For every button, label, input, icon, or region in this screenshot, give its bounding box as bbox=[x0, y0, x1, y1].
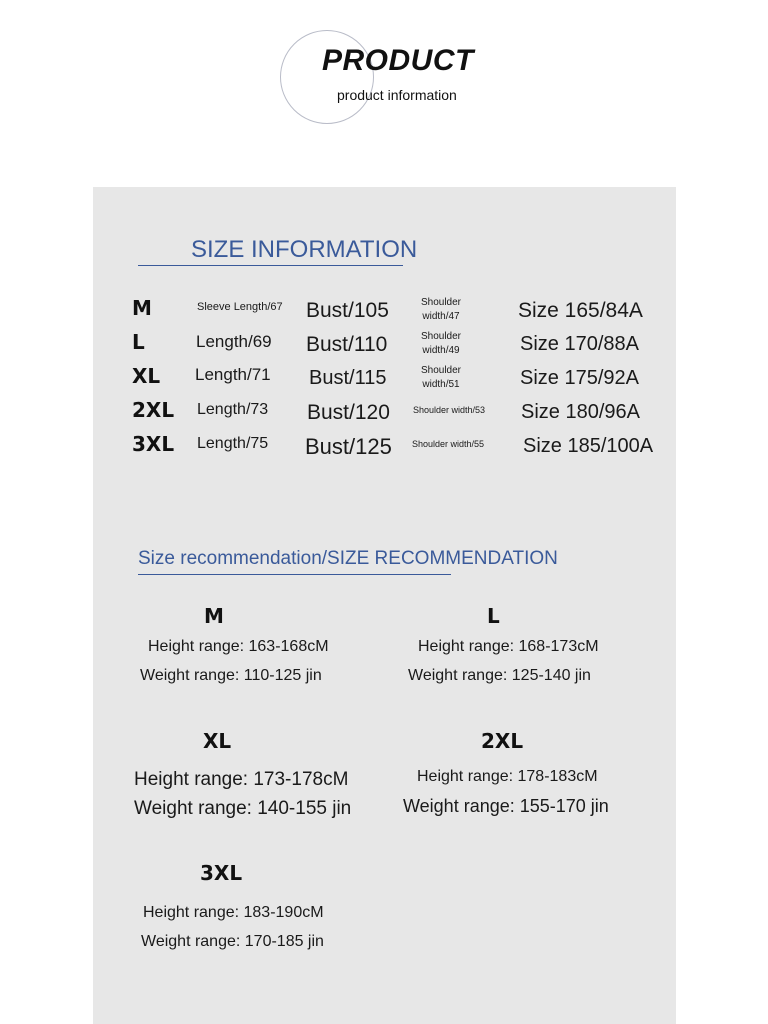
bust-l: Bust/110 bbox=[306, 333, 388, 356]
rec-size-3xl: 3XL bbox=[200, 861, 243, 885]
rec-weight-l: Weight range: 125-140 jin bbox=[408, 667, 591, 684]
rec-weight-m: Weight range: 110-125 jin bbox=[140, 667, 322, 684]
rec-size-m: M bbox=[204, 604, 224, 628]
size-recommendation-underline bbox=[138, 574, 451, 575]
rec-height-xl: Height range: 173-178cM bbox=[134, 769, 349, 790]
length-xl: Length/71 bbox=[195, 365, 271, 384]
rec-weight-3xl: Weight range: 170-185 jin bbox=[141, 933, 324, 950]
shoulder-l bbox=[416, 330, 466, 358]
size-recommendation-title: Size recommendation/SIZE RECOMMENDATION bbox=[138, 548, 558, 569]
length-2xl: Length/73 bbox=[197, 401, 269, 418]
rec-height-2xl: Height range: 178-183cM bbox=[417, 768, 598, 785]
size-label-2xl: 2XL bbox=[132, 398, 175, 422]
rec-size-2xl: 2XL bbox=[481, 729, 524, 753]
fit-l: Size 170/88A bbox=[520, 333, 639, 355]
shoulder-3xl: Shoulder width/55 bbox=[412, 439, 485, 449]
fit-2xl: Size 180/96A bbox=[521, 401, 640, 423]
length-l: Length/69 bbox=[196, 332, 272, 351]
shoulder-xl-line2: width/51 bbox=[422, 379, 460, 390]
rec-size-l: L bbox=[487, 604, 500, 628]
size-label-3xl: 3XL bbox=[132, 432, 175, 456]
bust-3xl: Bust/125 bbox=[305, 434, 392, 459]
shoulder-m-line1: Shoulder bbox=[420, 297, 462, 308]
length-m: Sleeve Length/67 bbox=[197, 301, 283, 313]
size-label-l: L bbox=[132, 330, 145, 354]
length-3xl: Length/75 bbox=[197, 435, 269, 452]
size-information-underline bbox=[138, 265, 403, 266]
fit-m: Size 165/84A bbox=[518, 299, 643, 322]
shoulder-m-line2: width/47 bbox=[422, 311, 460, 322]
shoulder-xl-line1: Shoulder bbox=[420, 365, 462, 376]
shoulder-m bbox=[416, 296, 466, 324]
fit-3xl: Size 185/100A bbox=[523, 435, 654, 457]
rec-height-3xl: Height range: 183-190cM bbox=[143, 904, 324, 921]
shoulder-l-line1: Shoulder bbox=[420, 331, 462, 342]
size-label-xl: XL bbox=[132, 364, 161, 388]
bust-xl: Bust/115 bbox=[309, 367, 387, 389]
rec-height-l: Height range: 168-173cM bbox=[418, 638, 599, 655]
rec-weight-2xl: Weight range: 155-170 jin bbox=[403, 796, 609, 816]
page-subtitle: product information bbox=[337, 87, 457, 103]
size-information-title: SIZE INFORMATION bbox=[191, 236, 418, 263]
size-label-m: M bbox=[132, 296, 152, 320]
bust-2xl: Bust/120 bbox=[307, 401, 390, 424]
shoulder-l-line2: width/49 bbox=[422, 345, 460, 356]
shoulder-2xl: Shoulder width/53 bbox=[413, 405, 486, 415]
fit-xl: Size 175/92A bbox=[520, 367, 639, 389]
page-title: PRODUCT bbox=[322, 44, 474, 77]
bust-m: Bust/105 bbox=[306, 299, 389, 322]
rec-weight-xl: Weight range: 140-155 jin bbox=[134, 798, 352, 819]
rec-height-m: Height range: 163-168cM bbox=[148, 638, 329, 655]
shoulder-xl bbox=[416, 364, 466, 392]
rec-size-xl: XL bbox=[203, 729, 232, 753]
